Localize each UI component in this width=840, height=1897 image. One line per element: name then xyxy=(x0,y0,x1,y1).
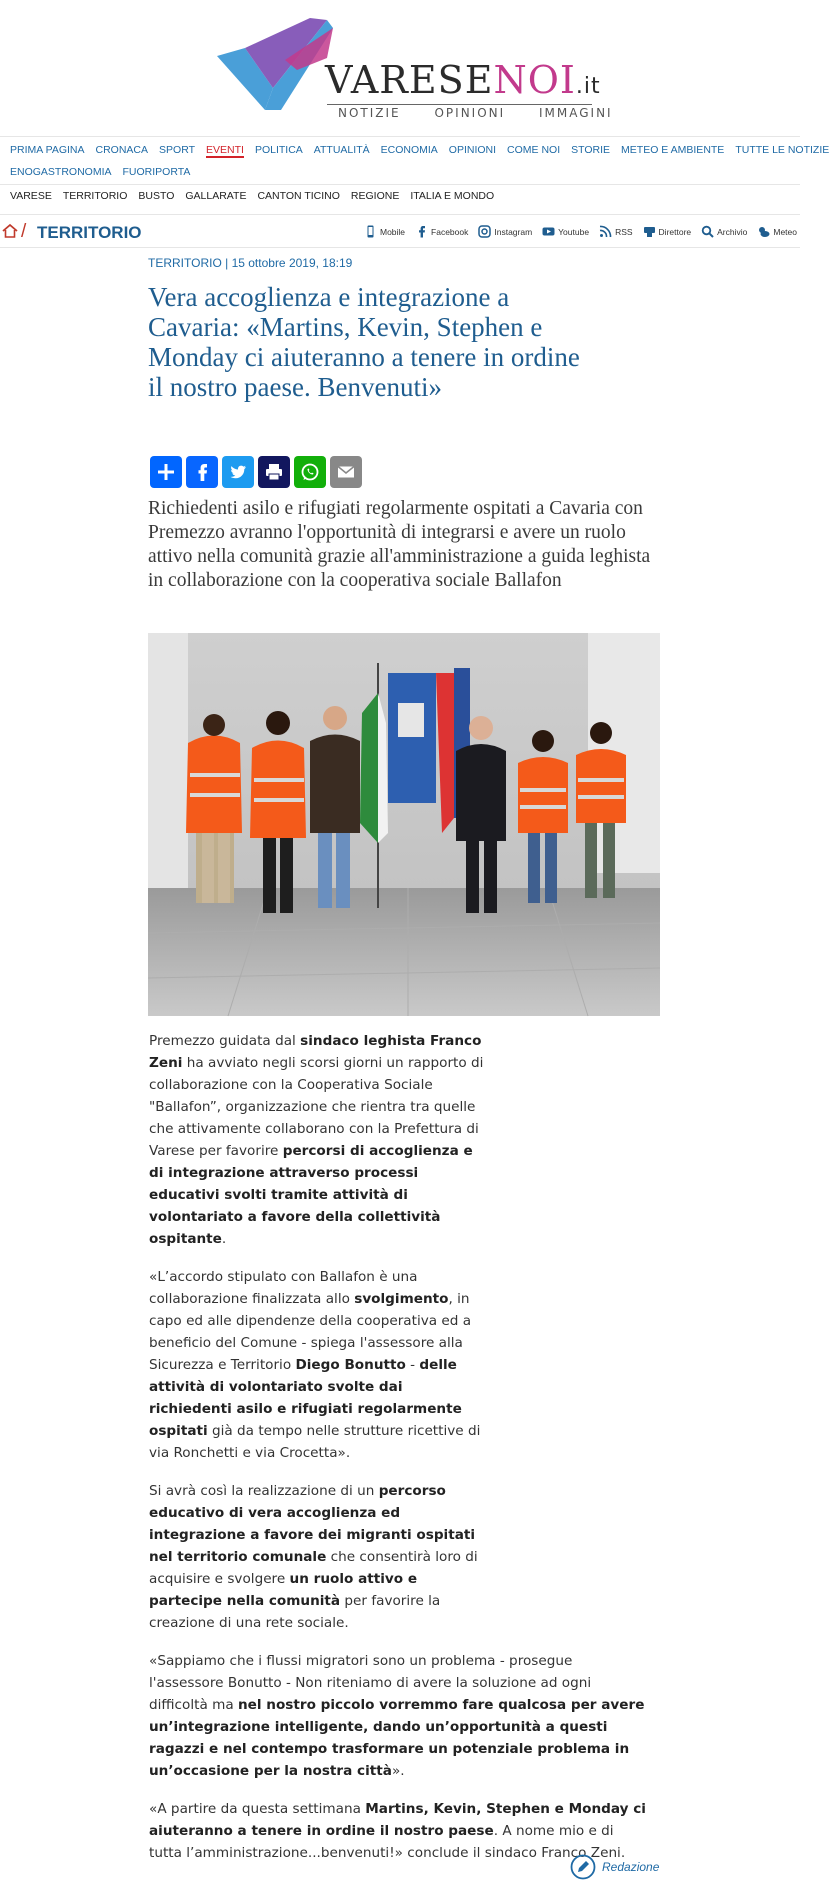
group-photo-image xyxy=(148,633,660,1016)
section-separator: / xyxy=(21,221,27,242)
rss-icon xyxy=(599,225,612,238)
util-instagram-label: Instagram xyxy=(494,226,533,237)
nav-item-come-noi[interactable]: COME NOI xyxy=(507,144,561,156)
nav-item-meteo-ambiente[interactable]: METEO E AMBIENTE xyxy=(621,144,725,156)
facebook-icon xyxy=(191,461,213,483)
share-facebook-button[interactable] xyxy=(186,456,218,488)
article-subtitle: Richiedenti asilo e rifugiati regolarmente ospitati a Cavaria con Premezzo avranno l'opportunità di integrarsi e avere un ruolo attivo nella comunità grazie all'amministrazione a guida leghista in collaborazione con la cooperativa sociale Ballafon xyxy=(148,498,651,591)
util-direttore[interactable] xyxy=(643,225,692,238)
subnav-item-canton-ticino[interactable]: CANTON TICINO xyxy=(257,190,340,202)
bold-text: delle attività di volontariato svolte dai richiedenti asilo e rifugiati regolarmente ospitati xyxy=(149,1357,462,1439)
article-paragraph xyxy=(149,1266,489,1464)
nav-bottom-divider xyxy=(0,214,800,215)
nav-item-tutte-notizie[interactable]: TUTTE LE NOTIZIE xyxy=(735,144,830,156)
paragraph-text: «A partire da questa settimana xyxy=(149,1801,366,1817)
subnav-item-territorio[interactable]: TERRITORIO xyxy=(62,190,128,202)
author-name: Redazione xyxy=(602,1860,660,1874)
util-youtube[interactable] xyxy=(542,225,589,238)
tagline-immagini: IMMAGINI xyxy=(539,106,613,120)
bold-text: sindaco leghista Franco Zeni xyxy=(149,1033,482,1071)
logo-tld: .it xyxy=(575,74,601,99)
bold-text: svolgimento xyxy=(354,1291,449,1307)
nav-item-economia[interactable]: ECONOMIA xyxy=(380,144,438,156)
util-instagram[interactable] xyxy=(478,225,532,238)
util-facebook-label: Facebook xyxy=(431,226,469,237)
nav-item-opinioni[interactable]: OPINIONI xyxy=(448,144,497,156)
pen-icon xyxy=(570,1854,596,1880)
mobile-icon xyxy=(364,225,377,238)
util-archivio[interactable] xyxy=(701,225,747,238)
nav-item-eventi[interactable]: EVENTI xyxy=(206,144,244,156)
primary-nav xyxy=(10,144,840,158)
paragraph-text: ». xyxy=(391,1763,405,1779)
nav-item-cronaca[interactable]: CRONACA xyxy=(95,144,149,156)
bold-text: percorsi di accoglienza e di integrazione attraverso processi educativi svolti tramite attività di volontariato a favore della collettività ospitante xyxy=(149,1143,473,1247)
paragraph-text: . xyxy=(221,1231,227,1247)
logo-name-varese: VARESE xyxy=(325,58,494,102)
bold-text: un ruolo attivo e partecipe nella comunità xyxy=(149,1571,418,1609)
paragraph-text: , in capo ed alle dipendenze della cooperativa ed a beneficio del Comune - spiega l'assessore alla Sicurezza e Territorio xyxy=(149,1291,472,1373)
bold-text: percorso educativo di vera accoglienza ed integrazione a favore dei migranti ospitati nel territorio comunale xyxy=(149,1483,476,1565)
util-facebook[interactable] xyxy=(415,225,468,238)
tagline-notizie: NOTIZIE xyxy=(338,106,401,120)
article-title: Vera accoglienza e integrazione a Cavaria: «Martins, Kevin, Stephen e Monday ci aiuteranno a tenere in ordine il nostro paese. Benvenuti» xyxy=(148,282,580,402)
paragraph-text: Si avrà così la realizzazione di un xyxy=(149,1483,379,1499)
nav-item-fuoriporta[interactable]: FUORIPORTA xyxy=(122,166,191,178)
nav-item-sport[interactable]: SPORT xyxy=(159,144,195,156)
facebook-icon xyxy=(415,225,428,238)
print-icon xyxy=(263,461,285,483)
bold-text: nel nostro piccolo vorremmo fare qualcosa per avere un’integrazione intelligente, dando un’opportunità a questi ragazzi e nel contempo trasformare un potenziale problema in un’occasione per la nostra città xyxy=(149,1697,645,1779)
util-direttore-label: Direttore xyxy=(658,226,692,237)
paragraph-text: . A nome mio e di tutta l’amministrazione...benvenuti!» conclude il sindaco Franco Zeni. xyxy=(149,1823,626,1861)
util-archivio-label: Archivio xyxy=(717,226,748,237)
subnav-item-gallarate[interactable]: GALLARATE xyxy=(185,190,247,202)
archivio-icon xyxy=(701,225,714,238)
email-icon xyxy=(335,461,357,483)
paragraph-text: per favorire la creazione di una rete sociale. xyxy=(149,1593,441,1631)
whatsapp-icon xyxy=(299,461,321,483)
checkmark-logo-icon xyxy=(215,18,335,118)
subnav-item-busto[interactable]: BUSTO xyxy=(138,190,175,202)
logo-wordmark xyxy=(325,58,601,102)
util-rss[interactable] xyxy=(599,225,632,238)
share-print-button[interactable] xyxy=(258,456,290,488)
util-mobile-label: Mobile xyxy=(379,226,406,237)
share-add-button[interactable] xyxy=(150,456,182,488)
share-whatsapp-button[interactable] xyxy=(294,456,326,488)
subnav-item-italia-mondo[interactable]: ITALIA E MONDO xyxy=(410,190,495,202)
util-mobile[interactable] xyxy=(364,225,405,238)
article-meta: TERRITORIO | 15 ottobre 2019, 18:19 xyxy=(148,256,353,270)
util-meteo[interactable] xyxy=(757,225,797,238)
nav-item-storie[interactable]: STORIE xyxy=(571,144,611,156)
section-divider xyxy=(0,247,800,248)
paragraph-text: ha avviato negli scorsi giorni un rapporto di collaborazione con la Cooperativa Sociale "Ballafon”, organizzazione che rientra tra quelle che attivamente collaborano con la Prefettura di Varese per favorire xyxy=(149,1055,484,1159)
author-byline[interactable] xyxy=(570,1854,659,1880)
plus-icon xyxy=(155,461,177,483)
nav-mid-divider xyxy=(0,184,800,185)
logo-tagline xyxy=(338,106,641,120)
bold-text: Diego Bonutto xyxy=(295,1357,406,1373)
paragraph-text: «L’accordo stipulato con Ballafon è una collaborazione finalizzata allo xyxy=(149,1269,418,1307)
paragraph-text: «Sappiamo che i flussi migratori sono un problema - prosegue l'assessore Bonutto - Non riteniamo di avere la soluzione ad ogni difficoltà ma xyxy=(149,1653,592,1713)
site-logo[interactable] xyxy=(215,18,613,128)
util-meteo-label: Meteo xyxy=(773,226,797,237)
share-twitter-button[interactable] xyxy=(222,456,254,488)
article-paragraph xyxy=(149,1650,649,1782)
section-bar xyxy=(0,220,800,246)
nav-item-attualita[interactable]: ATTUALITÀ xyxy=(313,144,370,156)
share-bar xyxy=(150,456,362,488)
secondary-nav xyxy=(10,190,505,202)
paragraph-text: Premezzo guidata dal xyxy=(149,1033,301,1049)
paragraph-text: che consentirà loro di acquisire e svolgere xyxy=(149,1549,478,1587)
tagline-opinioni: OPINIONI xyxy=(434,106,506,120)
home-icon[interactable] xyxy=(2,223,18,239)
share-email-button[interactable] xyxy=(330,456,362,488)
util-rss-label: RSS xyxy=(615,226,633,237)
direttore-icon xyxy=(643,225,656,238)
util-youtube-label: Youtube xyxy=(558,226,590,237)
meteo-icon xyxy=(757,225,770,238)
nav-top-divider xyxy=(0,136,800,137)
article-paragraph xyxy=(149,1030,489,1250)
nav-item-prima-pagina[interactable]: PRIMA PAGINA xyxy=(10,144,85,156)
bold-text: Martins, Kevin, Stephen e Monday ci aiuteranno a tenere in ordine il nostro paese xyxy=(149,1801,646,1839)
youtube-icon xyxy=(542,225,555,238)
paragraph-text: - xyxy=(405,1357,420,1373)
article-paragraph xyxy=(149,1480,489,1634)
subnav-item-varese[interactable]: VARESE xyxy=(10,190,52,202)
logo-name-noi: NOI xyxy=(493,58,576,102)
instagram-icon xyxy=(478,225,491,238)
twitter-icon xyxy=(227,461,249,483)
subnav-item-regione[interactable]: REGIONE xyxy=(350,190,400,202)
nav-item-enogastronomia[interactable]: ENOGASTRONOMIA xyxy=(10,166,112,178)
logo-divider xyxy=(327,104,592,105)
article-photo[interactable] xyxy=(148,633,660,1016)
section-title[interactable]: TERRITORIO xyxy=(37,223,142,242)
primary-nav-row2 xyxy=(10,166,201,178)
paragraph-text: già da tempo nelle strutture ricettive di via Ronchetti e via Crocetta». xyxy=(149,1423,481,1461)
utility-links xyxy=(364,225,797,238)
nav-item-politica[interactable]: POLITICA xyxy=(254,144,303,156)
